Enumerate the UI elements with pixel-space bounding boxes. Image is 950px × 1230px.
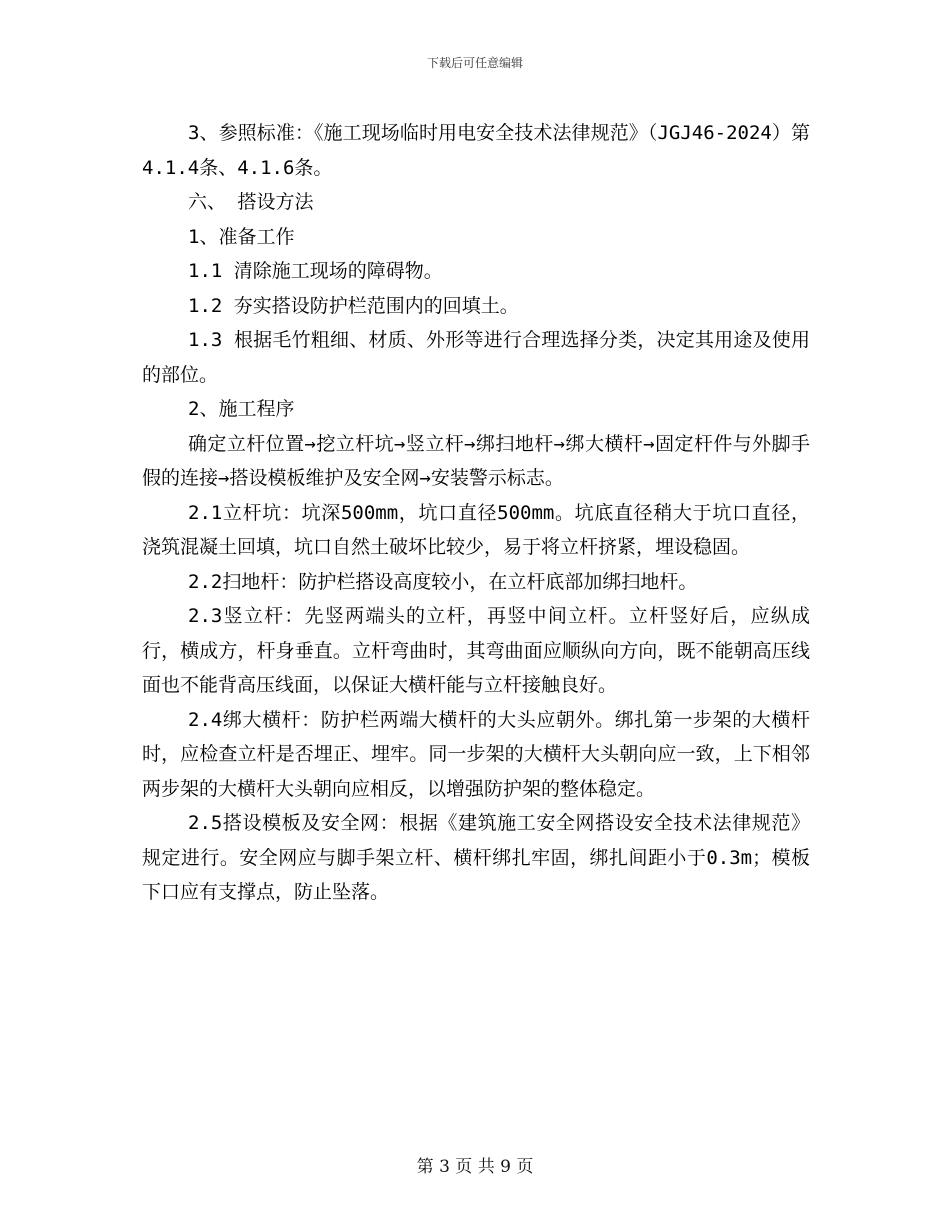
paragraph-1-1: 1.1 清除施工现场的障碍物。 bbox=[188, 260, 443, 282]
subheading-preparation: 1、准备工作 bbox=[188, 225, 295, 248]
paragraph-2-5: 2.5搭设模板及安全网：根据《建筑施工安全网搭设安全技术法律规范》规定进行。安全网应与脚手架立杆、横杆绑扎牢固，绑扎间距小于0.3m；模板下口应有支撑点，防止坠落。 bbox=[142, 812, 810, 903]
page-header: 下载后可任意编辑 bbox=[426, 56, 523, 70]
paragraph-procedure-flow: 确定立杆位置→挖立杆坑→竖立杆→绑扫地杆→绑大横杆→固定杆件与外脚手假的连接→搭设模板维护及安全网→安装警示标志。 bbox=[142, 432, 810, 489]
subheading-construction-procedure: 2、施工程序 bbox=[188, 398, 295, 420]
paragraph-1-3: 1.3 根据毛竹粗细、材质、外形等进行合理选择分类，决定其用途及使用的部位。 bbox=[142, 329, 810, 386]
paragraph-2-3: 2.3竖立杆：先竖两端头的立杆，再竖中间立杆。立杆竖好后，应纵成行，横成方，杆身垂直。立杆弯曲时，其弯曲面应顺纵向方向，既不能朝高压线面也不能背高压线面，以保证大横杆能与立杆接触良好。 bbox=[142, 605, 810, 696]
paragraph-2-2: 2.2扫地杆：防护栏搭设高度较小，在立杆底部加绑扫地杆。 bbox=[188, 570, 698, 593]
section-heading-erection-method: 六、 搭设方法 bbox=[188, 191, 314, 213]
paragraph-standard-reference: 3、参照标准：《施工现场临时用电安全技术法律规范》（JGJ46-2024）第4.1.4条、4.1.6条。 bbox=[142, 122, 810, 179]
paragraph-1-2: 1.2 夯实搭设防护栏范围内的回填土。 bbox=[188, 294, 519, 317]
paragraph-2-4: 2.4绑大横杆：防护栏两端大横杆的大头应朝外。绑扎第一步架的大横杆时，应检查立杆是否埋正、埋牢。同一步架的大横杆大头朝向应一致，上下相邻两步架的大横杆大头朝向应相反，以增强防护架的整体稳定。 bbox=[142, 708, 810, 800]
document-body bbox=[142, 116, 810, 910]
paragraph-2-1: 2.1立杆坑：坑深500mm，坑口直径500mm。坑底直径稍大于坑口直径，浇筑混凝土回填，坑口自然土破坏比较少，易于将立杆挤紧，埋设稳固。 bbox=[142, 501, 810, 558]
page-number-footer: 第 3 页 共 9 页 bbox=[416, 1157, 534, 1177]
